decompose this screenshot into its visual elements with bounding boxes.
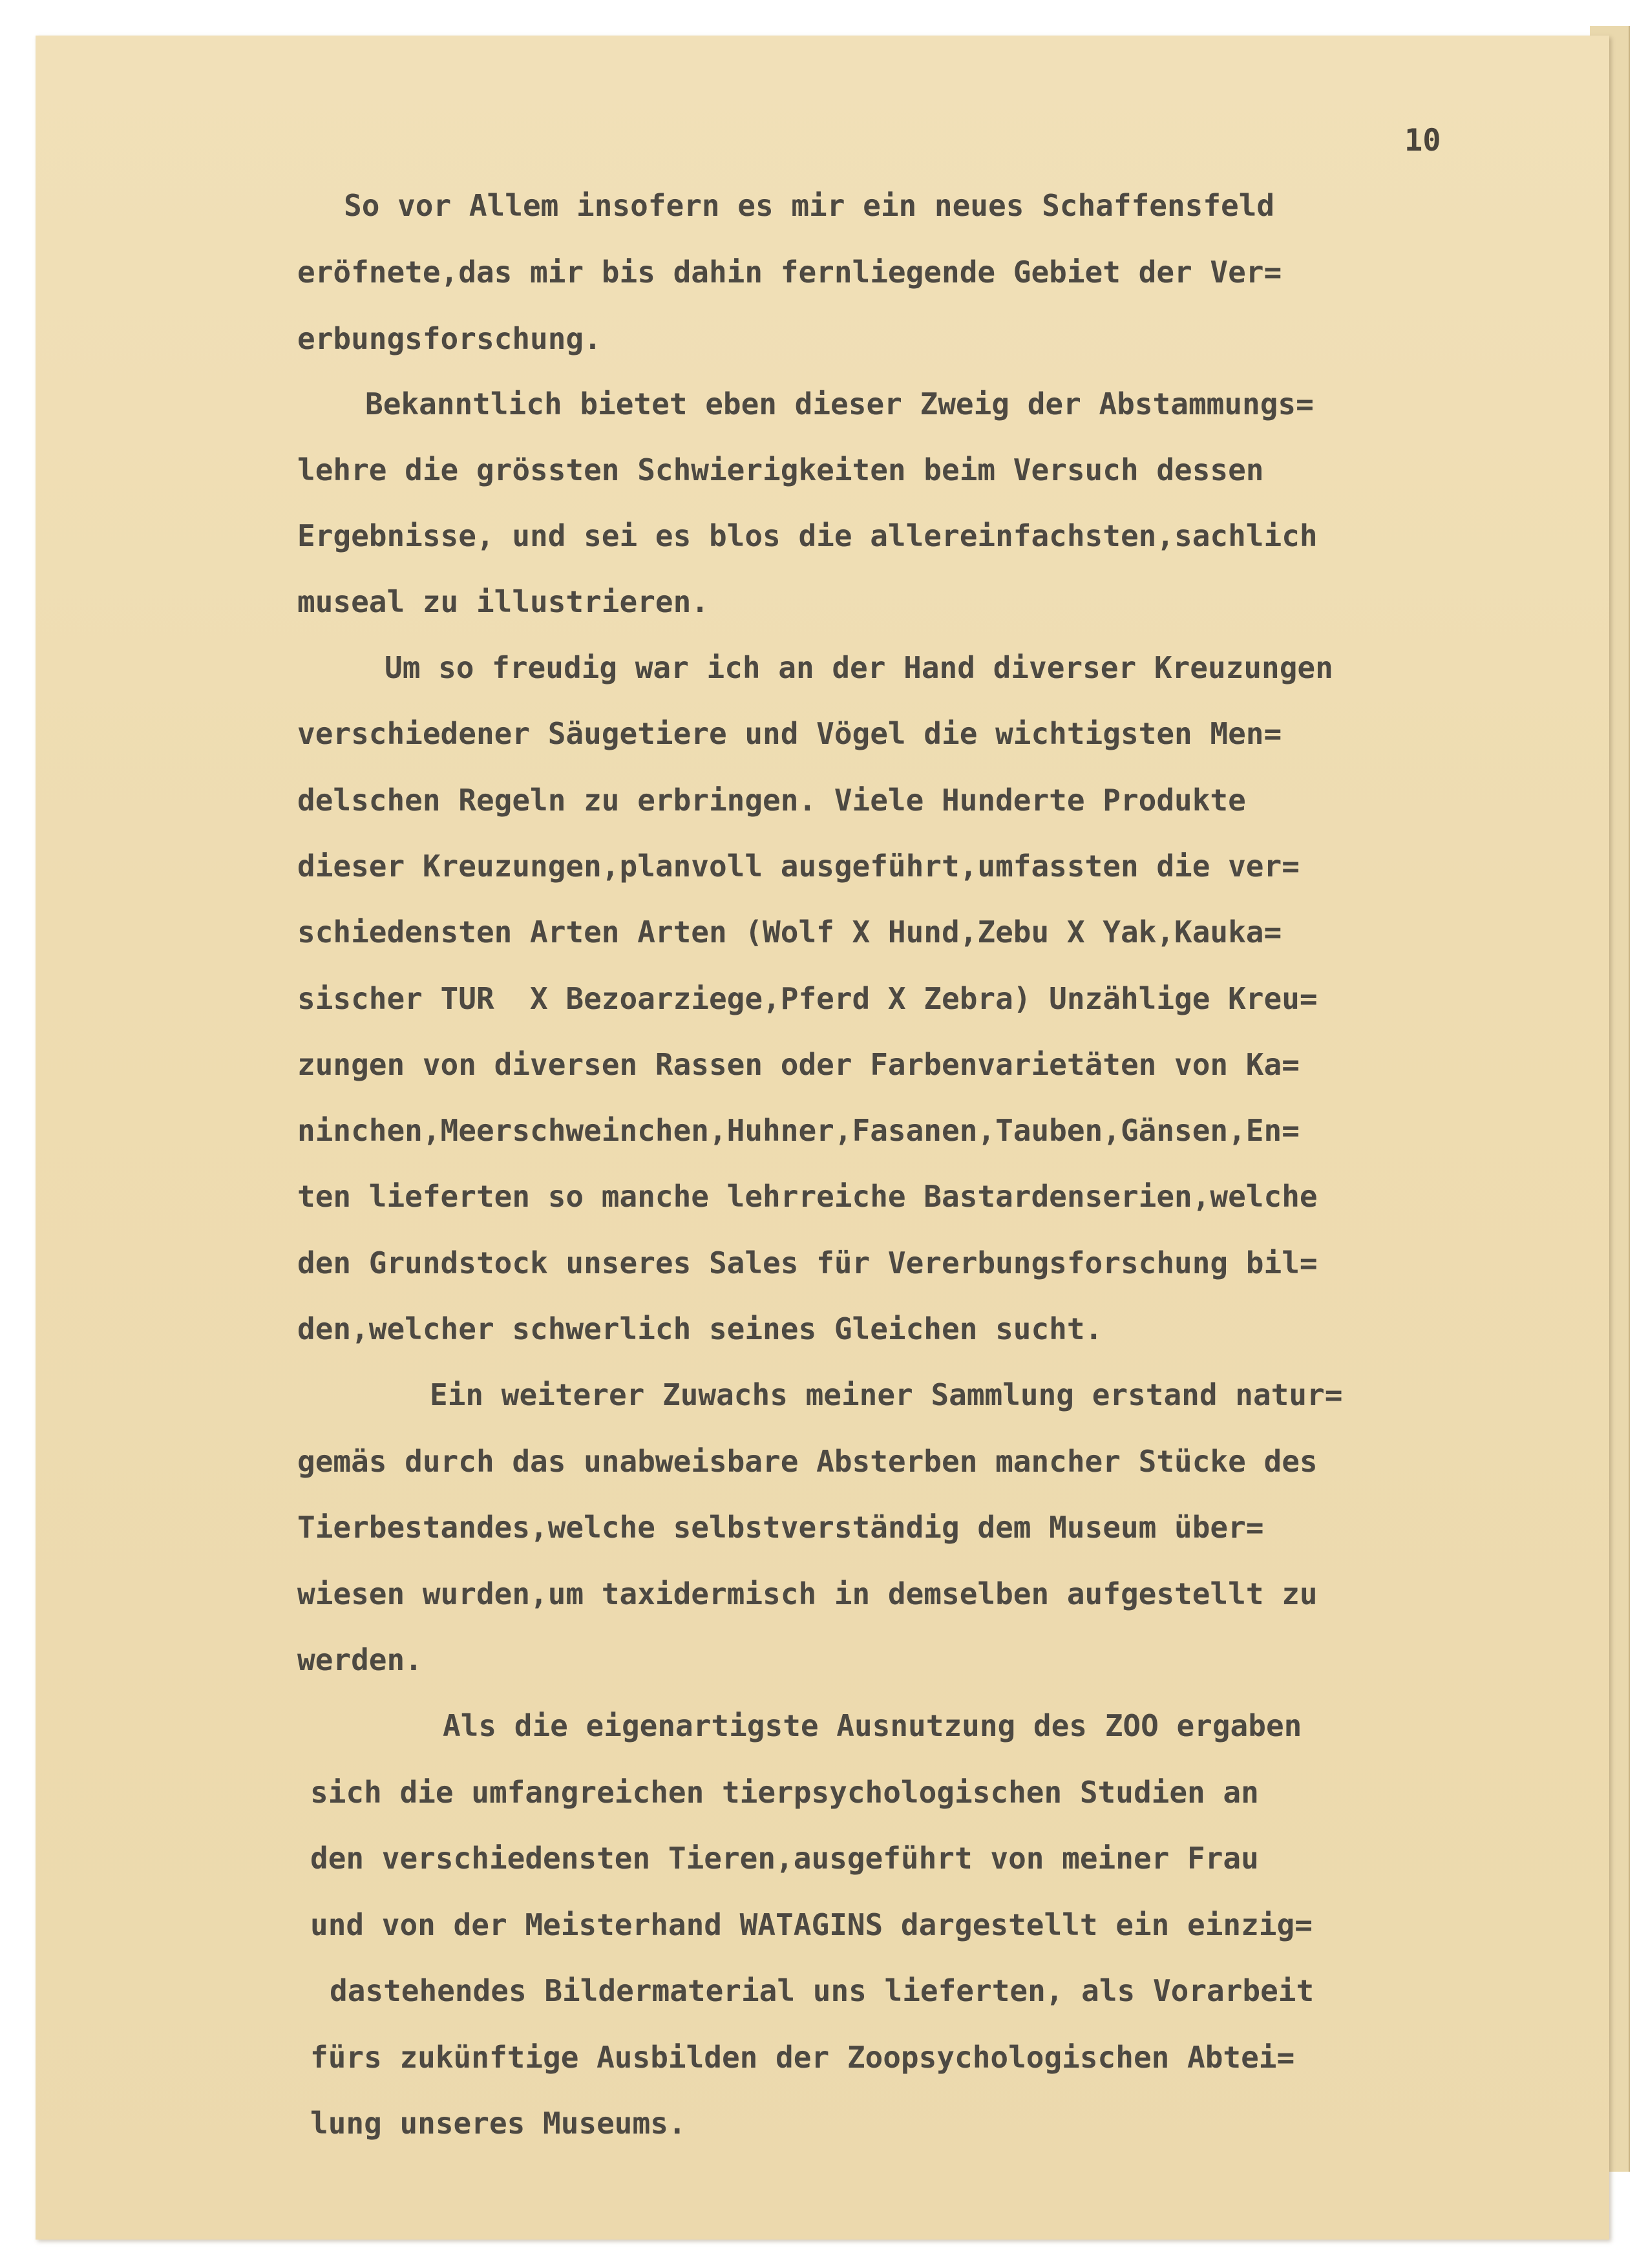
text-line: Tierbestandes,welche selbstverständig dem Museum über=: [297, 1510, 1264, 1545]
text-line: Ergebnisse, und sei es blos die allereinfachsten,sachlich: [297, 518, 1318, 553]
text-line: eröfnete,das mir bis dahin fernliegende Gebiet der Ver=: [297, 255, 1282, 290]
text-line: So vor Allem insofern es mir ein neues Schaffensfeld: [344, 188, 1275, 223]
text-line: museal zu illustrieren.: [297, 584, 709, 619]
text-line: Um so freudig war ich an der Hand diverser Kreuzungen: [385, 650, 1333, 685]
page-number: 10: [1404, 123, 1441, 158]
text-line: dieser Kreuzungen,planvoll ausgeführt,umfassten die ver=: [297, 849, 1300, 884]
text-line: delschen Regeln zu erbringen. Viele Hunderte Produkte: [297, 783, 1246, 818]
text-line: ten lieferten so manche lehrreiche Bastardenserien,welche: [297, 1179, 1318, 1214]
text-line: schiedensten Arten Arten (Wolf X Hund,Zebu X Yak,Kauka=: [297, 915, 1282, 949]
text-line: wiesen wurden,um taxidermisch in demselben aufgestellt zu: [297, 1576, 1318, 1611]
text-line: den verschiedensten Tieren,ausgeführt von meiner Frau: [310, 1841, 1259, 1876]
text-line: und von der Meisterhand WATAGINS dargestellt ein einzig=: [310, 1907, 1313, 1942]
text-line: sich die umfangreichen tierpsychologischen Studien an: [310, 1775, 1259, 1810]
text-line: lung unseres Museums.: [310, 2106, 686, 2141]
text-line: gemäs durch das unabweisbare Absterben mancher Stücke des: [297, 1444, 1318, 1479]
text-line: erbungsforschung.: [297, 321, 602, 356]
text-line: den Grundstock unseres Sales für Vererbungsforschung bil=: [297, 1245, 1318, 1280]
text-line: fürs zukünftige Ausbilden der Zoopsychologischen Abtei=: [310, 2040, 1295, 2075]
text-line: lehre die grössten Schwierigkeiten beim Versuch dessen: [297, 452, 1264, 487]
text-line: Ein weiterer Zuwachs meiner Sammlung erstand natur=: [430, 1377, 1343, 1412]
text-line: werden.: [297, 1642, 423, 1677]
text-line: zungen von diversen Rassen oder Farbenvarietäten von Ka=: [297, 1047, 1300, 1082]
text-line: Als die eigenartigste Ausnutzung des ZOO ergaben: [443, 1708, 1302, 1743]
text-line: verschiedener Säugetiere und Vögel die wichtigsten Men=: [297, 716, 1282, 751]
text-line: dastehendes Bildermaterial uns lieferten, als Vorarbeit: [330, 1973, 1315, 2008]
text-line: Bekanntlich bietet eben dieser Zweig der Abstammungs=: [365, 387, 1314, 421]
text-line: ninchen,Meerschweinchen,Huhner,Fasanen,Tauben,Gänsen,En=: [297, 1113, 1300, 1148]
text-line: sischer TUR X Bezoarziege,Pferd X Zebra) Unzählige Kreu=: [297, 981, 1318, 1016]
text-line: den,welcher schwerlich seines Gleichen sucht.: [297, 1311, 1103, 1346]
typewritten-page: [36, 36, 1609, 2240]
